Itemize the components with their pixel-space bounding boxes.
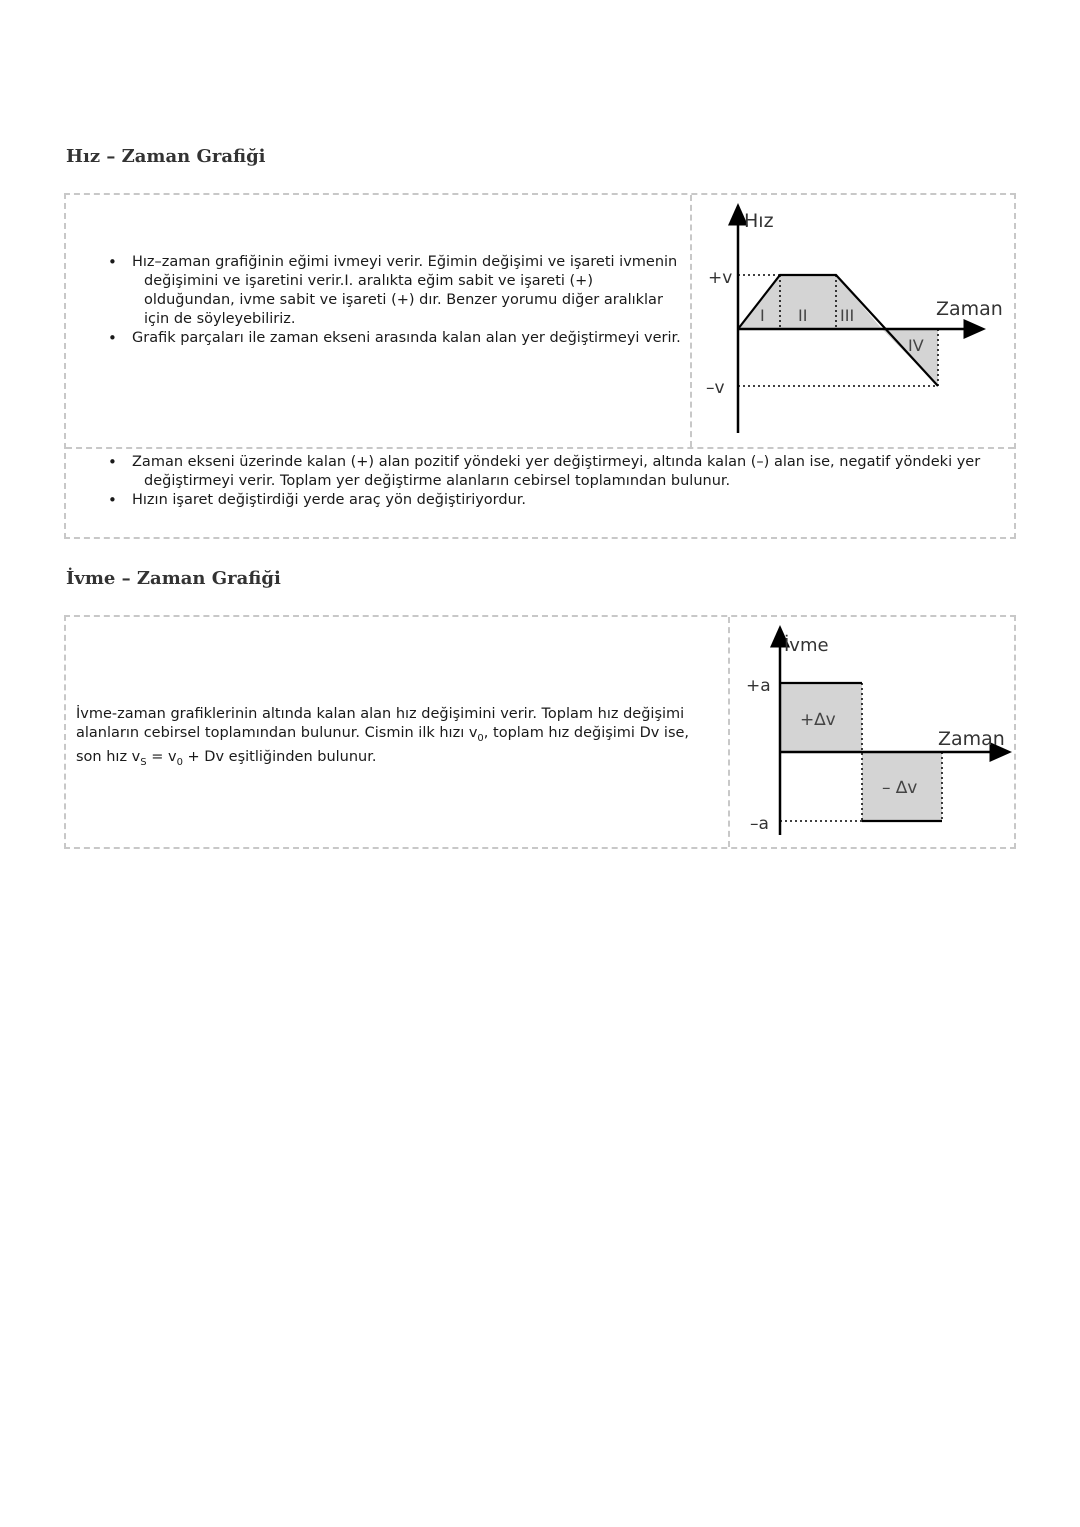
acceleration-time-box <box>64 615 1016 849</box>
section-title-velocity-time: Hız – Zaman Grafiği <box>66 146 266 167</box>
region-IV-label: IV <box>908 336 924 355</box>
neg-v-label: –v <box>706 378 725 398</box>
vertical-divider <box>690 195 692 447</box>
pos-a-label: +a <box>746 676 771 696</box>
vertical-divider <box>728 617 730 847</box>
neg-a-label: –a <box>750 814 769 834</box>
x-axis-label: Zaman <box>938 728 1005 750</box>
velocity-notes-top <box>66 253 686 348</box>
pos-dv-label: +∆v <box>800 710 836 730</box>
velocity-time-figure <box>694 201 1014 441</box>
acceleration-time-figure <box>732 621 1014 845</box>
velocity-time-box <box>64 193 1016 539</box>
bullet-direction-change: • Hızın işaret değiştirdiği yerde araç yön değiştiriyordur. <box>66 491 1014 510</box>
region-III-label: III <box>840 306 855 325</box>
y-axis-label: Hız <box>744 210 774 232</box>
region-II-label: II <box>798 306 808 325</box>
region-I-label: I <box>760 306 765 325</box>
acceleration-paragraph: İvme-zaman grafiklerinin altında kalan alan hız değişimini verir. Toplam hız değişimi alanların cebirsel toplamından bulunur. Cismin ilk hızı $v_0$, toplam hız değişimi Dv ise, son hız $v_S = v_0 + Dv$ eşitliğinden bulunur. <box>76 706 690 768</box>
acceleration-notes <box>76 705 696 772</box>
bullet-direction-area: • Zaman ekseni üzerinde kalan (+) alan pozitif yöndeki yer değiştirmeyi, altında kalan (–) alan ise, negatif yöndeki yer değiştirmeyi verir. Toplam yer değiştirme alanların cebirsel toplamından bulunur. <box>66 453 1014 491</box>
section-title-acceleration-time: İvme – Zaman Grafiği <box>66 568 281 589</box>
neg-dv-label: – ∆v <box>882 778 918 798</box>
pos-v-label: +v <box>708 268 733 288</box>
y-axis-label: İvme <box>784 635 829 656</box>
bullet-slope: • Hız–zaman grafiğinin eğimi ivmeyi verir. Eğimin değişimi ve işareti ivmenin değişimini ve işaretini verir.I. aralıkta eğim sabit ve işareti (+) olduğundan, ivme sabit ve işareti (+) dır. Benzer yorumu diğer aralıklar için de söyleyebiliriz. <box>66 253 686 329</box>
horizontal-divider <box>66 447 1014 449</box>
x-axis-label: Zaman <box>936 298 1003 320</box>
bullet-area: • Grafik parçaları ile zaman ekseni arasında kalan alan yer değiştirmeyi verir. <box>66 329 686 348</box>
velocity-notes-bottom <box>66 453 1014 510</box>
